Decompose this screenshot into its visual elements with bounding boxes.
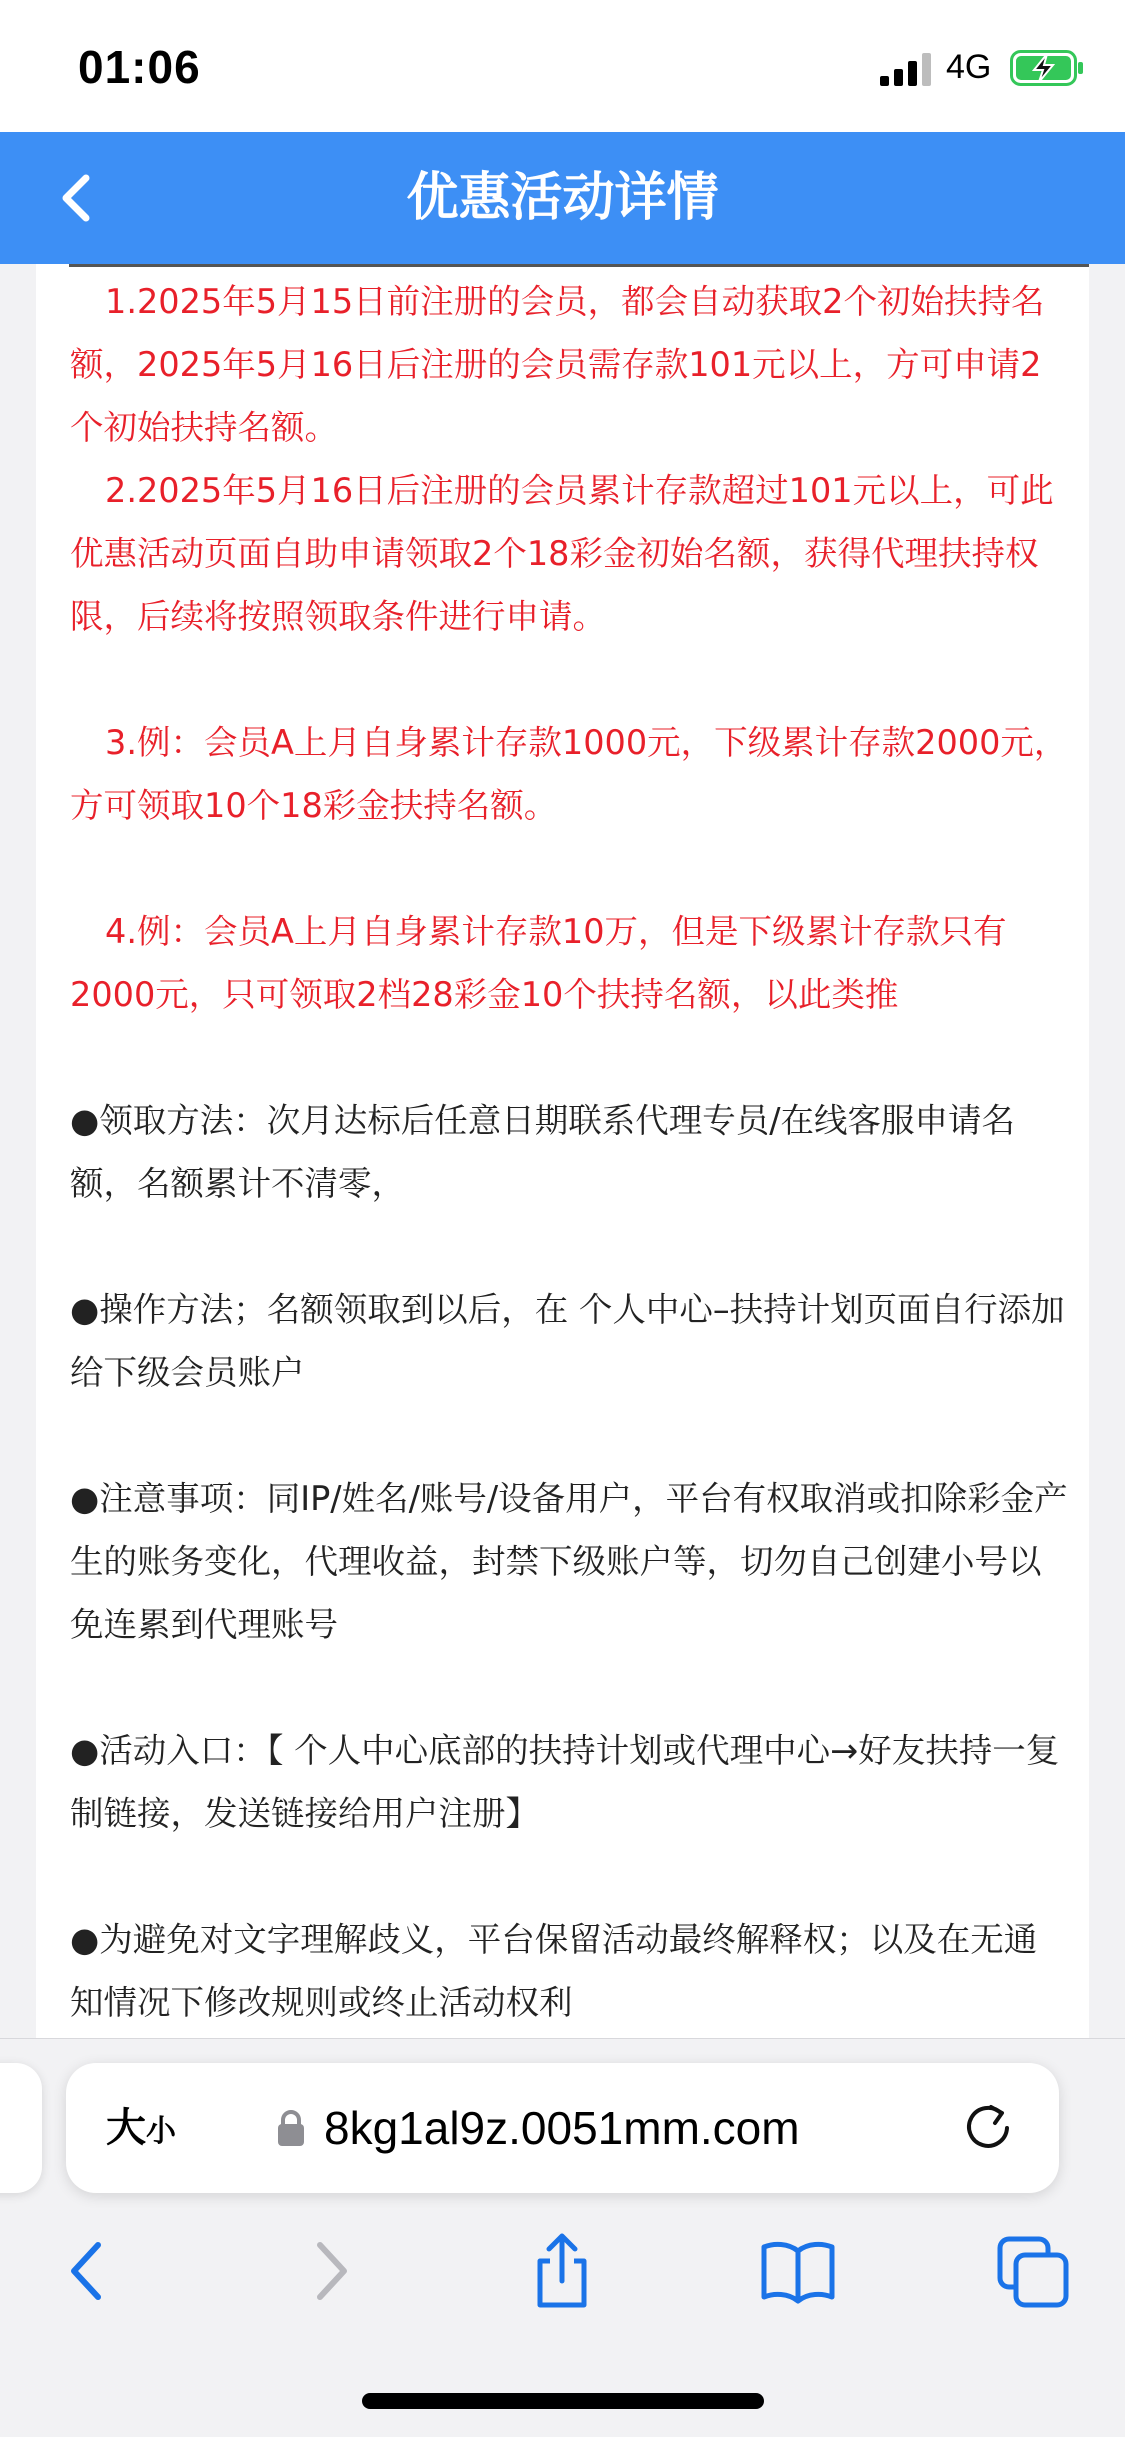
- page-settings-button[interactable]: [106, 2063, 176, 2193]
- info-paragraph: ●活动入口：【 个人中心底部的扶持计划或代理中心→好友扶持一复制链接，发送链接给用户注册】: [70, 1731, 1060, 1833]
- page-title: 优惠活动详情: [406, 168, 719, 228]
- bookmarks-icon[interactable]: [758, 2231, 838, 2311]
- divider: [69, 264, 1089, 267]
- previous-tab-preview[interactable]: [0, 2063, 42, 2193]
- rule-paragraph: 3.例：会员A上月自身累计存款1000元，下级累计存款2000元，方可领取10个18彩金扶持名额。: [70, 723, 1068, 825]
- home-indicator[interactable]: [362, 2393, 764, 2409]
- lock-icon: [276, 2109, 306, 2147]
- url-text[interactable]: 8kg1al9z.0051mm.com: [324, 2102, 800, 2154]
- nav-forward-icon[interactable]: [290, 2231, 370, 2311]
- rule-paragraph: 2.2025年5月16日后注册的会员累计存款超过101元以上，可此优惠活动页面自助申请领取2个18彩金初始名额，获得代理扶持权限，后续将按照领取条件进行申请。: [70, 471, 1054, 636]
- back-button[interactable]: [40, 160, 116, 236]
- network-type: 4G: [946, 48, 992, 86]
- share-icon[interactable]: [522, 2231, 602, 2311]
- font-size-label-big: 大: [106, 2105, 146, 2151]
- info-paragraph: ●为避免对文字理解歧义，平台保留活动最终解释权；以及在无通知情况下修改规则或终止活动权利: [70, 1920, 1038, 2022]
- address-bar[interactable]: [66, 2063, 1059, 2193]
- battery-charging-icon: [1010, 50, 1086, 86]
- nav-back-icon[interactable]: [48, 2231, 128, 2311]
- info-paragraph: ●操作方法；名额领取到以后，在 个人中心–扶持计划页面自行添加给下级会员账户: [70, 1290, 1065, 1392]
- rule-paragraph: 4.例：会员A上月自身累计存款10万，但是下级累计存款只有2000元，只可领取2档28彩金10个扶持名额，以此类推: [70, 912, 1007, 1014]
- reload-icon[interactable]: [961, 2101, 1015, 2155]
- status-bar: [0, 0, 1125, 132]
- app-header: [0, 132, 1125, 264]
- content-card: [36, 264, 1089, 2039]
- rule-paragraph: 1.2025年5月15日前注册的会员，都会自动获取2个初始扶持名额，2025年5月16日后注册的会员需存款101元以上，方可申请2个初始扶持名额。: [70, 282, 1045, 447]
- status-time: 01:06: [78, 41, 201, 93]
- promo-details: [70, 270, 1070, 2034]
- tabs-icon[interactable]: [994, 2231, 1074, 2311]
- info-paragraph: ●领取方法：次月达标后任意日期联系代理专员/在线客服申请名额，名额累计不清零，: [70, 1101, 1016, 1203]
- info-paragraph: ●注意事项：同IP/姓名/账号/设备用户，平台有权取消或扣除彩金产生的账务变化，代理收益，封禁下级账户等，切勿自己创建小号以免连累到代理账号: [70, 1479, 1068, 1644]
- signal-icon: [880, 52, 936, 86]
- font-size-label-small: 小: [146, 2114, 176, 2149]
- browser-toolbar: [0, 2038, 1125, 2437]
